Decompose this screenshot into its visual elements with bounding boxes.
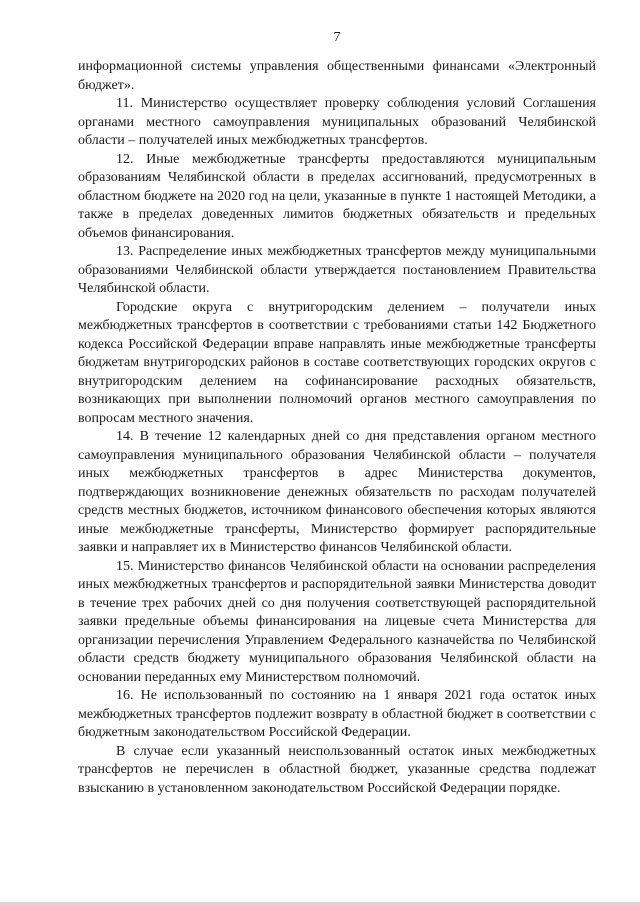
document-body xyxy=(78,58,596,798)
paragraph-continuation: информационной системы управления общественными финансами «Электронный бюджет». xyxy=(78,59,596,93)
paragraph-item-16: 16. Не использованный по состоянию на 1 января 2021 года остаток иных межбюджетных трансфертов подлежит возврату в областной бюджет в соответствии с бюджетным законодательством Российской Федерации. xyxy=(78,688,596,740)
paragraph-item-13-city-districts: Городские округа с внутригородским делением – получатели иных межбюджетных трансфертов в соответствии с требованиями статьи 142 Бюджетного кодекса Российской Федерации вправе направлять иные межбюджетные трансферты бюджетам внутригородских районов в составе соответствующих городских округов с внутригородским делением на софинансирование расходных обязательств, возникающих при выполнении полномочий органов местного самоуправления по вопросам местного значения. xyxy=(78,299,596,426)
paragraph-item-16-recovery: В случае если указанный неиспользованный остаток иных межбюджетных трансфертов не перечислен в областной бюджет, указанные средства подлежат взысканию в установленном законодательством Российской Федерации порядке. xyxy=(78,743,596,796)
paragraph-item-12: 12. Иные межбюджетные трансферты предоставляются муниципальным образованиям Челябинской области в пределах ассигнований, предусмотренных в областном бюджете на 2020 год на цели, указанные в пункте 1 настоящей Методики, а также в пределах доведенных лимитов бюджетных обязательств и предельных объемов финансирования. xyxy=(78,151,596,241)
paragraph-item-11: 11. Министерство осуществляет проверку соблюдения условий Соглашения органами местного самоуправления муниципальных образований Челябинской области – получателей иных межбюджетных трансфертов. xyxy=(78,96,596,148)
page-number: 7 xyxy=(333,30,341,45)
paragraph-item-15: 15. Министерство финансов Челябинской области на основании распределения иных межбюджетных трансфертов и распорядительной заявки Министерства доводит в течение трех рабочих дней со дня получения соответствующей распорядительной заявки предельные объемы финансирования на лицевые счета Министерства для организации перечисления Управлением Федерального казначейства по Челябинской области средств бюджету муниципального образования Челябинской области на основании переданных ему Министерством полномочий. xyxy=(78,558,596,685)
paragraph-item-13: 13. Распределение иных межбюджетных трансфертов между муниципальными образованиями Челябинской области утверждается постановлением Правительства Челябинской области. xyxy=(78,244,596,296)
paragraph-item-14: 14. В течение 12 календарных дней со дня представления органом местного самоуправления муниципального образования Челябинской области – получателя иных межбюджетных трансфертов в адрес Министерства документов, подтверждающих возникновение денежных обязательств по расходам получателей средств местных бюджетов, источником финансового обеспечения которых являются иные межбюджетные трансферты, Министерство формирует распорядительные заявки и направляет их в Министерство финансов Челябинской области. xyxy=(78,429,596,555)
